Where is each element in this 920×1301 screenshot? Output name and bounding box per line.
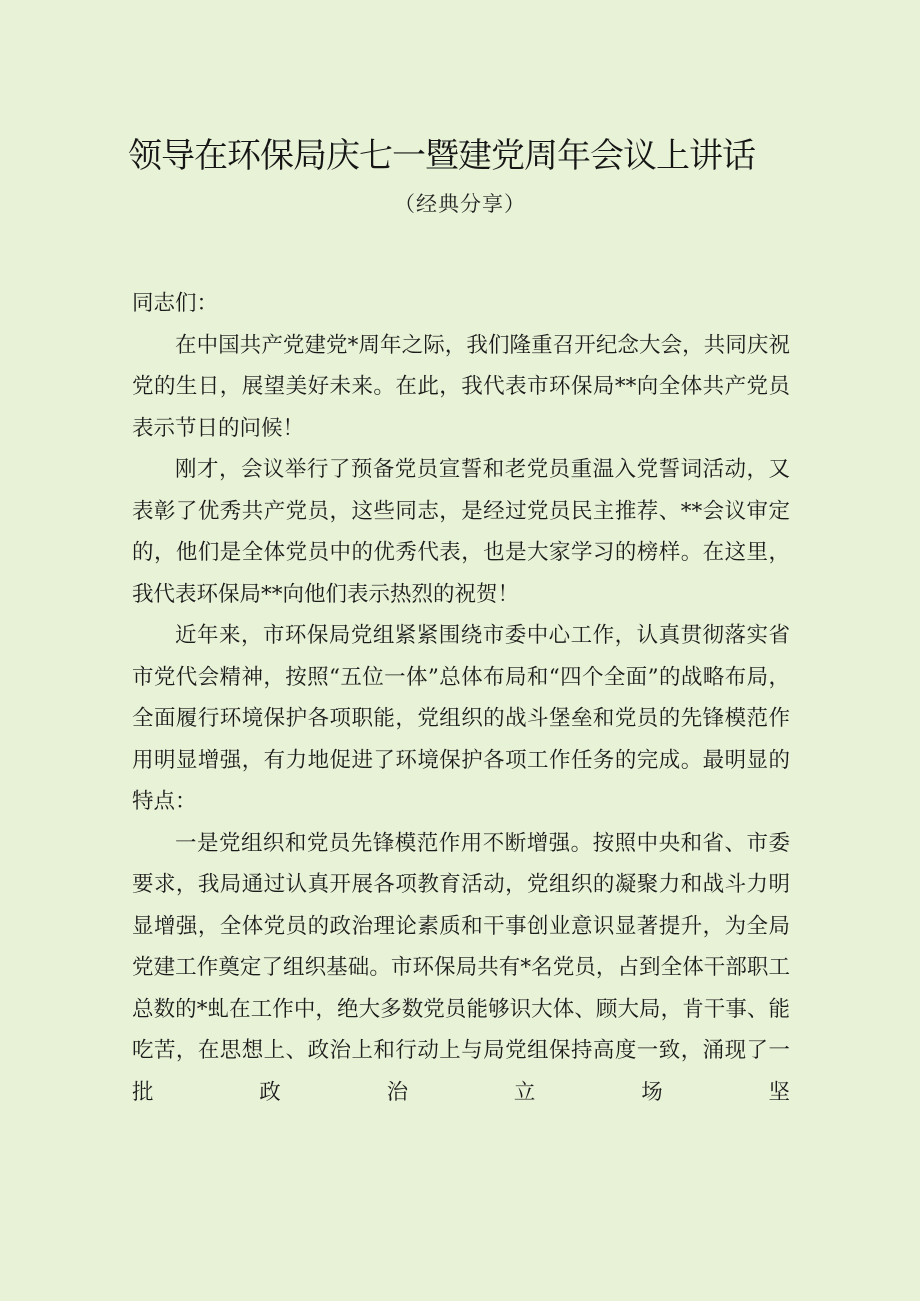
salutation: 同志们： — [132, 291, 219, 316]
document-subtitle: （经典分享） — [394, 192, 526, 216]
document-body — [132, 283, 790, 1113]
paragraph-1: 在中国共产党建党*周年之际，我们隆重召开纪念大会，共同庆祝党的生日，展望美好未来。在此，我代表市环保局**向全体共产党员表示节日的问候！ — [132, 332, 790, 441]
paragraph-4: 一是党组织和党员先锋模范作用不断增强。按照中央和省、市委要求，我局通过认真开展各项教育活动，党组织的凝聚力和战斗力明显增强，全体党员的政治理论素质和干事创业意识显著提升，为全局党建工作奠定了组织基础。市环保局共有*名党员，占到全体干部职工总数的*虬在工作中，绝大多数党员能够识大体、顾大局，肯干事、能吃苦，在思想上、政治上和行动上与局党组保持高度一致，涌现了一批政治立场坚 — [132, 830, 790, 1105]
document-title: 领导在环保局庆七一暨建党周年会议上讲话 — [128, 136, 755, 176]
paragraph-3: 近年来，市环保局党组紧紧围绕市委中心工作，认真贯彻落实省市党代会精神，按照“五位一体”总体布局和“四个全面”的战略布局，全面履行环境保护各项职能，党组织的战斗堡垒和党员的先锋模范作用明显增强，有力地促进了环境保护各项工作任务的完成。最明显的特点： — [132, 623, 790, 814]
paragraph-2: 刚才，会议举行了预备党员宣誓和老党员重温入党誓词活动，又表彰了优秀共产党员，这些同志，是经过党员民主推荐、**会议审定的，他们是全体党员中的优秀代表，也是大家学习的榜样。在这里，我代表环保局**向他们表示热烈的祝贺！ — [132, 457, 790, 607]
